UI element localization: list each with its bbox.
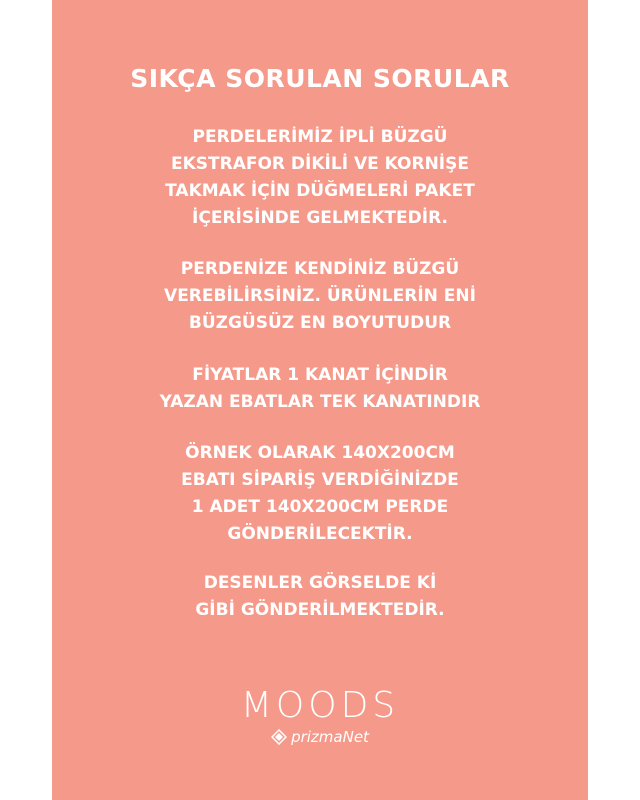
prizma-diamond-icon: [271, 729, 287, 745]
faq-line: EBATI SİPARİŞ VERDİĞİNİZDE: [181, 470, 459, 490]
faq-line: GİBİ GÖNDERİLMEKTEDİR.: [195, 600, 445, 620]
faq-line: GÖNDERİLECEKTİR.: [227, 524, 413, 544]
faq-line: İÇERİSİNDE GELMEKTEDİR.: [192, 208, 448, 228]
faq-line: ÖRNEK OLARAK 140X200CM: [185, 443, 455, 463]
moods-logo-text: MOODS: [240, 685, 400, 726]
faq-line: VEREBİLİRSİNİZ. ÜRÜNLERİN ENİ: [164, 286, 476, 306]
faq-block-5: [52, 570, 588, 624]
prizmanet-logo: [52, 728, 588, 746]
faq-line: FİYATLAR 1 KANAT İÇİNDİR: [192, 365, 448, 385]
faq-block-4: [52, 440, 588, 548]
faq-line: PERDENİZE KENDİNİZ BÜZGÜ: [180, 259, 460, 279]
faq-block-3: [52, 362, 588, 416]
faq-line: 1 ADET 140X200CM PERDE: [191, 497, 449, 517]
faq-line: YAZAN EBATLAR TEK KANATINDIR: [159, 392, 481, 412]
prizmanet-logo-text: prizmaNet: [291, 728, 369, 746]
faq-panel: [52, 0, 588, 800]
faq-line: PERDELERİMİZ İPLİ BÜZGÜ: [192, 127, 448, 147]
faq-line: BÜZGÜSÜZ EN BOYUTUDUR: [188, 313, 452, 333]
faq-line: EKSTRAFOR DİKİLİ VE KORNİŞE: [170, 154, 469, 174]
faq-line: DESENLER GÖRSELDE Kİ: [203, 573, 437, 593]
faq-block-1: [52, 124, 588, 232]
brand-logo: [52, 686, 588, 746]
faq-line: TAKMAK İÇİN DÜĞMELERİ PAKET: [165, 181, 475, 201]
faq-block-2: [52, 256, 588, 337]
page-title: SIKÇA SORULAN SORULAR: [130, 64, 510, 93]
